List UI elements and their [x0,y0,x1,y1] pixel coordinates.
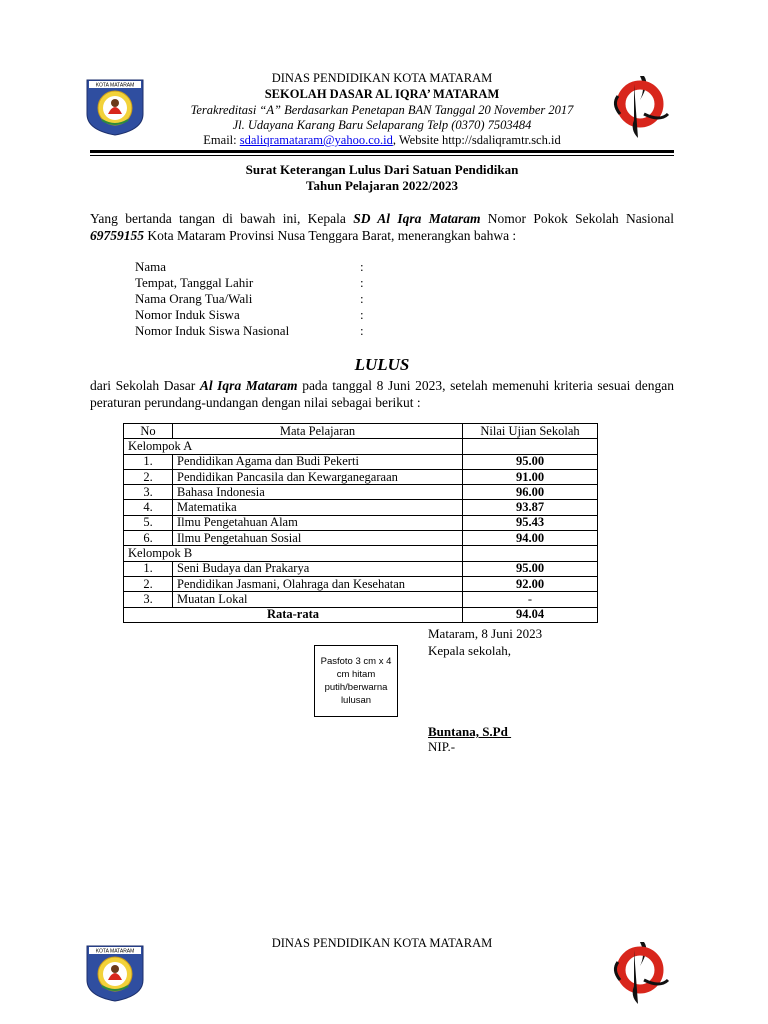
field-label-orang-tua: Nama Orang Tua/Wali [135,291,253,306]
row-score: 93.87 [463,500,598,515]
signature-name: Buntana, S.Pd [428,724,512,739]
field-colon: : [360,307,364,322]
school-name: SEKOLAH DASAR AL IQRA’ MATARAM [264,87,500,101]
signature-place-date: Mataram, 8 Juni 2023 [428,626,543,641]
letterhead-rule [90,150,674,153]
row-no: 2. [124,469,173,484]
photo-placeholder-text: Pasfoto 3 cm x 4 cm hitam putih/berwarna lulusan [320,656,392,706]
email-link[interactable]: sdaliqramataram@yahoo.co.id [239,133,393,147]
average-row [124,607,598,622]
signature-nip: NIP.- [428,739,456,754]
group-label-b: Kelompok B [124,546,463,561]
field-colon: : [360,323,364,338]
emblem-label: KOTA MATARAM [95,82,135,89]
row-subject: Matematika [173,500,463,515]
website-label: , Website http://sdaliqramtr.sch.id [392,133,561,147]
group-empty-cell [463,546,598,561]
table-row [124,592,598,607]
footer-agency-name: DINAS PENDIDIKAN KOTA MATARAM [271,936,493,950]
row-subject: Pendidikan Agama dan Budi Pekerti [173,454,463,469]
emblem-label: KOTA MATARAM [95,948,135,955]
result-school: Al Iqra Mataram [199,378,298,393]
field-colon: : [360,275,364,290]
contact-line [90,132,674,148]
table-row [124,515,598,530]
col-header-score: Nilai Ujian Sekolah [463,424,598,439]
row-score: - [463,592,598,607]
row-no: 3. [124,592,173,607]
result-text-1: dari Sekolah Dasar [90,378,200,393]
row-score: 95.43 [463,515,598,530]
signature-role: Kepala sekolah, [428,643,512,658]
field-label-ttl: Tempat, Tanggal Lahir [135,275,254,290]
document-title: Surat Keterangan Lulus Dari Satuan Pendidikan [245,162,519,177]
result-text-2: pada tanggal 8 Juni 2023, setelah memenuhi kriteria sesuai dengan peraturan perundang-undangan dengan nilai sebagai berikut : [90,378,674,410]
table-row [124,576,598,591]
intro-text-1: Yang bertanda tangan di bawah ini, Kepala [90,211,354,226]
row-no: 5. [124,515,173,530]
group-empty-cell [463,439,598,454]
row-no: 3. [124,485,173,500]
grades-table [123,423,598,623]
kota-mataram-emblem-footer [84,944,146,1002]
row-subject: Pendidikan Pancasila dan Kewarganegaraan [173,469,463,484]
group-row [124,439,598,454]
row-no: 1. [124,454,173,469]
average-label: Rata-rata [124,607,463,622]
group-row [124,546,598,561]
table-row [124,561,598,576]
average-value: 94.04 [463,607,598,622]
letterhead-rule-thin [90,155,674,156]
table-header-row [124,424,598,439]
intro-paragraph [90,210,674,244]
row-score: 96.00 [463,485,598,500]
table-row [124,531,598,546]
row-score: 95.00 [463,454,598,469]
table-row [124,500,598,515]
row-score: 91.00 [463,469,598,484]
field-colon: : [360,291,364,306]
document-year: Tahun Pelajaran 2022/2023 [306,178,458,193]
group-label-a: Kelompok A [124,439,463,454]
address-line: Jl. Udayana Karang Baru Selaparang Telp (0370) 7503484 [232,118,532,132]
row-no: 6. [124,531,173,546]
row-subject: Ilmu Pengetahuan Sosial [173,531,463,546]
row-subject: Seni Budaya dan Prakarya [173,561,463,576]
field-label-nama: Nama [135,259,167,274]
row-score: 94.00 [463,531,598,546]
agency-name: DINAS PENDIDIKAN KOTA MATARAM [271,71,493,85]
table-row [124,454,598,469]
row-subject: Ilmu Pengetahuan Alam [173,515,463,530]
table-row [124,485,598,500]
col-header-no: No [124,424,173,439]
intro-text-2: Nomor Pokok Sekolah Nasional [480,211,674,226]
graduation-status: LULUS [354,355,410,374]
row-no: 2. [124,576,173,591]
intro-school: SD Al Iqra Mataram [353,211,481,226]
photo-placeholder [314,645,398,717]
row-subject: Pendidikan Jasmani, Olahraga dan Kesehatan [173,576,463,591]
row-score: 95.00 [463,561,598,576]
row-subject: Bahasa Indonesia [173,485,463,500]
col-header-subject: Mata Pelajaran [173,424,463,439]
field-colon: : [360,259,364,274]
field-label-nisn: Nomor Induk Siswa Nasional [135,323,290,338]
table-row [124,469,598,484]
result-paragraph [90,377,674,411]
intro-text-3: Kota Mataram Provinsi Nusa Tenggara Barat, menerangkan bahwa : [144,228,517,243]
accreditation-line: Terakreditasi “A” Berdasarkan Penetapan BAN Tanggal 20 November 2017 [190,103,574,117]
field-label-nis: Nomor Induk Siswa [135,307,240,322]
row-no: 4. [124,500,173,515]
row-score: 92.00 [463,576,598,591]
row-no: 1. [124,561,173,576]
email-label: Email: [203,133,240,147]
row-subject: Muatan Lokal [173,592,463,607]
intro-npsn: 69759155 [90,228,144,243]
